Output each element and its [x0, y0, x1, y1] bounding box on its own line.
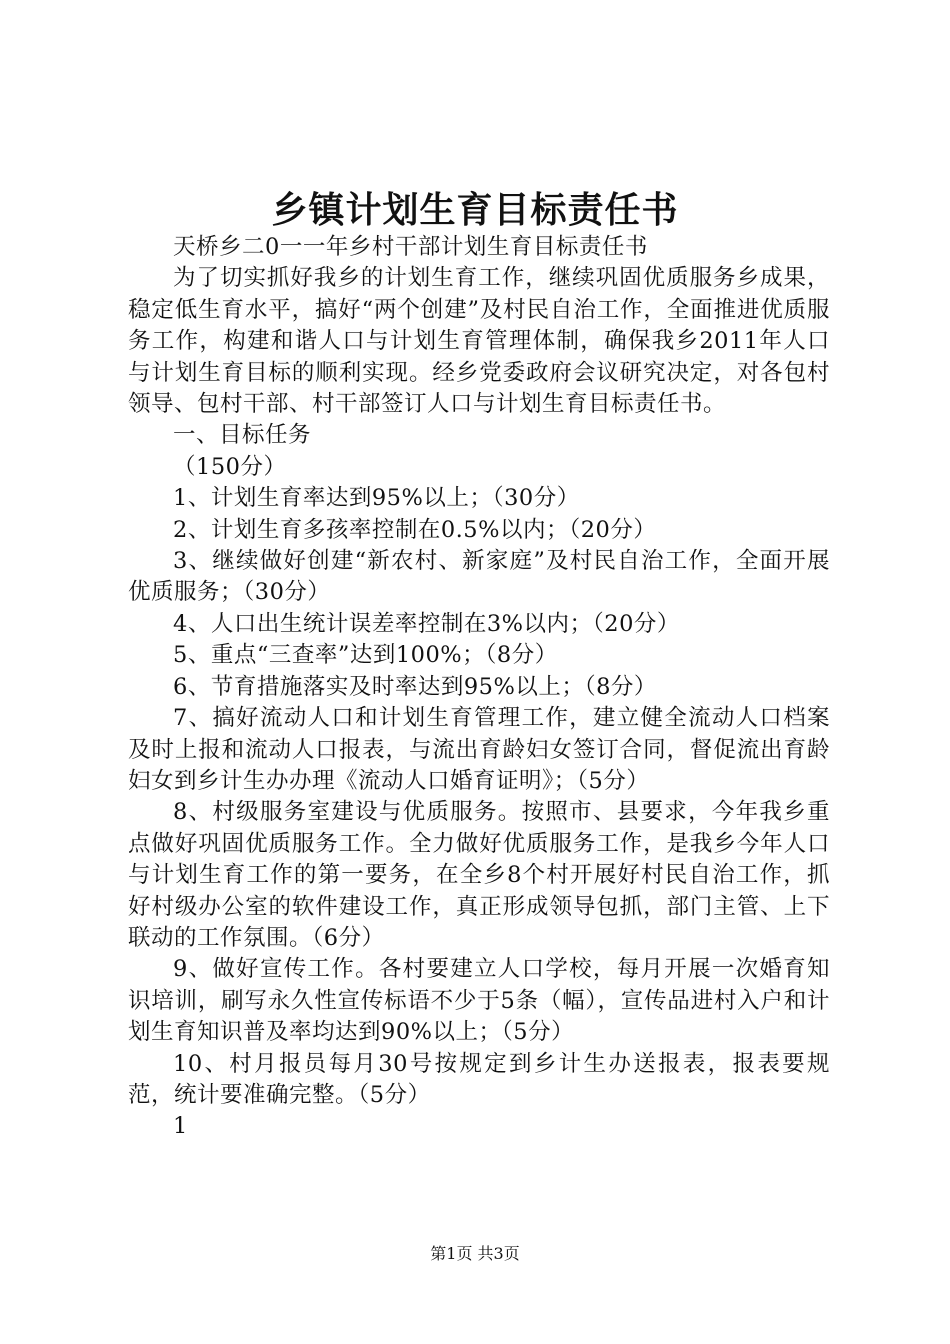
list-item: 4、人口出生统计误差率控制在3%以内；（20分）: [173, 610, 680, 637]
document-body: [128, 232, 830, 1143]
paragraph-intro: 为了切实抓好我乡的计划生育工作，继续巩固优质服务乡成果，稳定低生育水平，搞好“两个创建”及村民自治工作，全面推进优质服务工作，构建和谐人口与计划生育管理体制，确保我乡2011年人口与计划生育目标的顺利实现。经乡党委政府会议研究决定，对各包村领导、包村干部、村干部签订人口与计划生育目标责任书。: [128, 265, 830, 418]
list-item: 3、继续做好创建“新农村、新家庭”及村民自治工作，全面开展优质服务；（30分）: [128, 548, 830, 606]
list-item: 5、重点“三查率”达到100%；（8分）: [173, 642, 558, 669]
list-item: 9、做好宣传工作。各村要建立人口学校，每月开展一次婚育知识培训，刷写永久性宣传标语不少于5条（幅），宣传品进村入户和计划生育知识普及率均达到90%以上；（5分）: [128, 956, 830, 1046]
inline-page-number: 1: [173, 1113, 188, 1140]
list-item: 6、节育措施落实及时率达到95%以上；（8分）: [173, 673, 657, 700]
page-footer: 第1页 共3页: [430, 1244, 520, 1263]
list-item: 7、搞好流动人口和计划生育管理工作，建立健全流动人口档案及时上报和流动人口报表，与流出育龄妇女签订合同，督促流出育龄妇女到乡计生办办理《流动人口婚育证明》；（5分）: [128, 705, 830, 794]
list-item: 10、村月报员每月30号按规定到乡计生办送报表，报表要规范，统计要准确完整。（5分）: [128, 1050, 830, 1108]
paragraph-subtitle: 天桥乡二0一一年乡村干部计划生育目标责任书: [173, 234, 648, 260]
document-title: 乡镇计划生育目标责任书: [271, 189, 679, 231]
section-score: （150分）: [173, 453, 287, 480]
list-item: 1、计划生育率达到95%以上；（30分）: [173, 485, 580, 512]
list-item: 2、计划生育多孩率控制在0.5%以内；（20分）: [173, 516, 657, 543]
section-heading: 一、目标任务: [173, 422, 312, 449]
list-item: 8、村级服务室建设与优质服务。按照市、县要求，今年我乡重点做好巩固优质服务工作。全力做好优质服务工作，是我乡今年人口与计划生育工作的第一要务，在全乡8个村开展好村民自治工作，抓好村级办公室的软件建设工作，真正形成领导包抓，部门主管、上下联动的工作氛围。（6分）: [128, 799, 830, 951]
